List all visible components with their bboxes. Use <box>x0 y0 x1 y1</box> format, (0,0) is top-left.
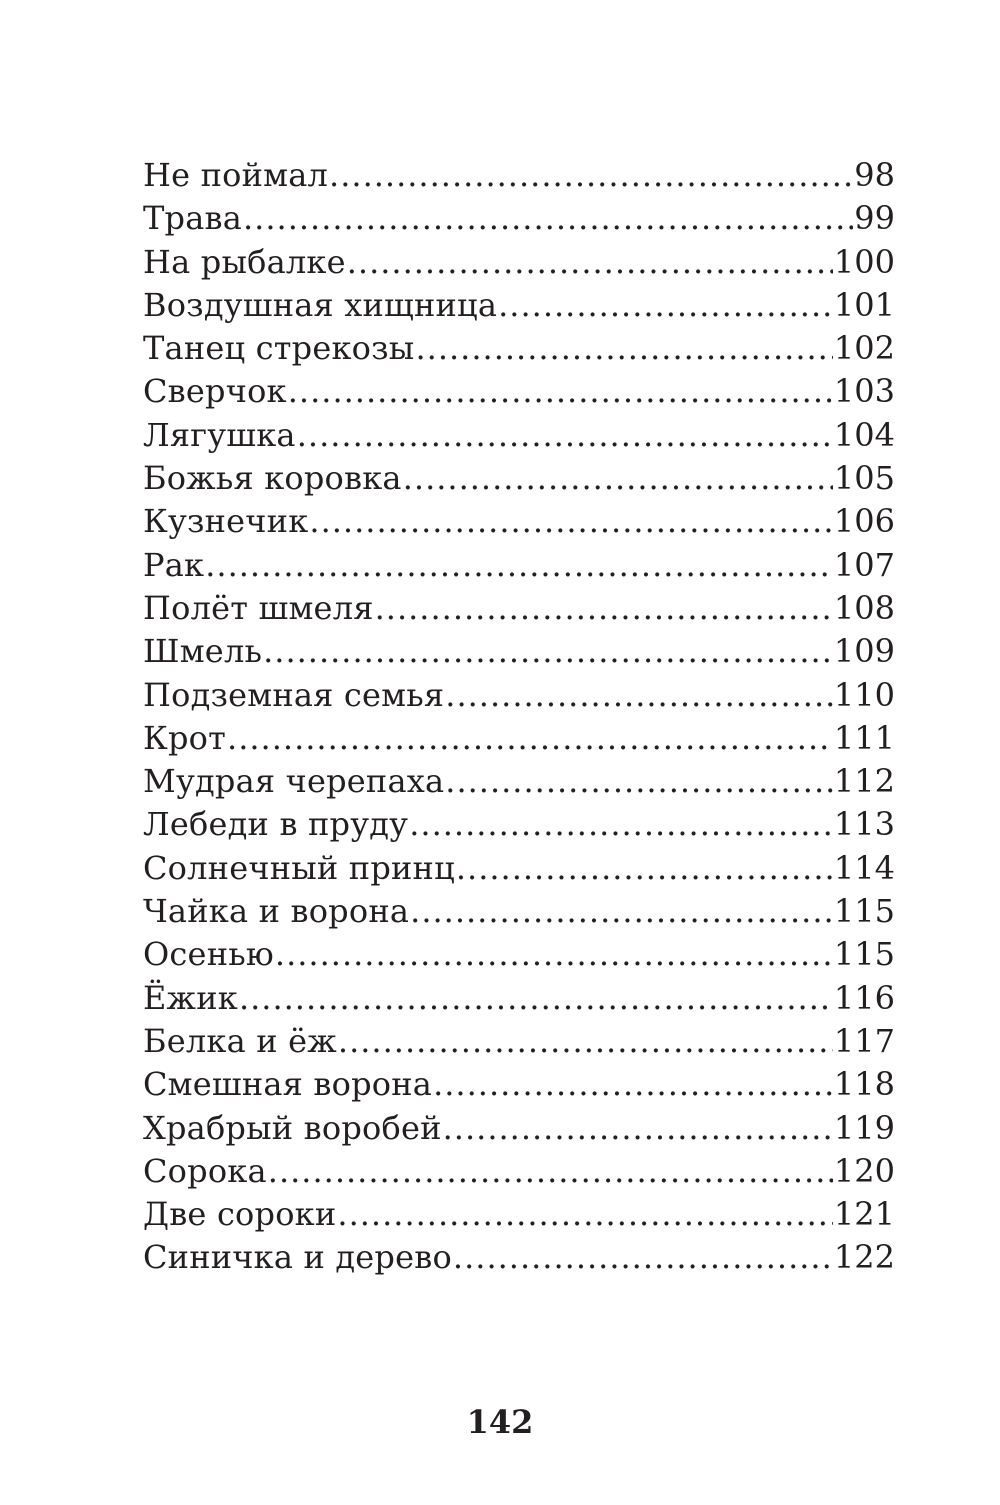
toc-entry-page: 115 <box>833 935 895 974</box>
toc-dot-leader <box>227 717 833 760</box>
toc-entry-title: Кузнечик <box>143 502 309 541</box>
toc-entry-page: 101 <box>833 285 895 324</box>
toc-dot-leader <box>263 630 833 673</box>
toc-entry-page: 113 <box>833 805 895 844</box>
toc-entry <box>143 890 895 933</box>
table-of-contents <box>143 154 895 1280</box>
toc-entry-page: 118 <box>833 1065 895 1104</box>
toc-entry-title: На рыбалке <box>143 242 346 281</box>
toc-entry-title: Осенью <box>143 935 274 974</box>
toc-dot-leader <box>297 414 833 457</box>
toc-entry-title: Воздушная хищница <box>143 285 498 324</box>
toc-entry-title: Лебеди в пруду <box>143 805 409 844</box>
toc-entry-page: 99 <box>854 199 895 238</box>
toc-entry-title: Полёт шмеля <box>143 588 374 627</box>
toc-entry <box>143 370 895 413</box>
toc-entry-title: Сорока <box>143 1151 267 1190</box>
toc-entry <box>143 1020 895 1063</box>
toc-entry-page: 104 <box>833 415 895 454</box>
toc-entry <box>143 457 895 500</box>
toc-dot-leader <box>337 1193 833 1236</box>
toc-entry <box>143 977 895 1020</box>
toc-dot-leader <box>445 760 833 803</box>
toc-dot-leader <box>433 1063 833 1106</box>
toc-entry-title: Рак <box>143 545 205 584</box>
toc-entry <box>143 803 895 846</box>
toc-dot-leader <box>243 197 853 240</box>
toc-entry <box>143 717 895 760</box>
toc-entry <box>143 760 895 803</box>
toc-entry-title: Трава <box>143 199 242 238</box>
toc-entry <box>143 1150 895 1193</box>
toc-entry <box>143 197 895 240</box>
toc-entry-page: 114 <box>833 848 895 887</box>
toc-entry-page: 100 <box>833 242 895 281</box>
toc-dot-leader <box>415 327 832 370</box>
toc-entry <box>143 284 895 327</box>
toc-entry-page: 106 <box>833 502 895 541</box>
toc-entry-title: Мудрая черепаха <box>143 762 445 801</box>
toc-entry <box>143 154 895 197</box>
toc-entry <box>143 1236 895 1279</box>
toc-entry-title: Храбрый воробей <box>143 1108 442 1147</box>
toc-entry-page: 122 <box>833 1238 895 1277</box>
toc-entry <box>143 847 895 890</box>
toc-entry-title: Ёжик <box>143 978 238 1017</box>
toc-dot-leader <box>239 977 833 1020</box>
toc-dot-leader <box>338 1020 833 1063</box>
toc-entry-title: Чайка и ворона <box>143 892 410 931</box>
page-number: 142 <box>466 1403 534 1441</box>
toc-entry <box>143 241 895 284</box>
toc-entry <box>143 500 895 543</box>
toc-entry <box>143 414 895 457</box>
toc-entry-title: Шмель <box>143 632 263 671</box>
toc-dot-leader <box>409 803 833 846</box>
toc-entry-title: Белка и ёж <box>143 1021 337 1060</box>
toc-entry-title: Танец стрекозы <box>143 329 415 368</box>
toc-entry-title: Солнечный принц <box>143 848 455 887</box>
toc-entry-title: Сверчок <box>143 372 287 411</box>
toc-dot-leader <box>329 154 853 197</box>
toc-entry <box>143 630 895 673</box>
toc-dot-leader <box>498 284 833 327</box>
toc-entry-page: 115 <box>833 892 895 931</box>
toc-entry-page: 112 <box>833 762 895 801</box>
toc-entry-title: Две сороки <box>143 1195 337 1234</box>
toc-entry-title: Подземная семья <box>143 675 445 714</box>
toc-entry <box>143 1063 895 1106</box>
toc-dot-leader <box>268 1150 833 1193</box>
toc-entry-page: 98 <box>854 156 895 194</box>
toc-entry-page: 105 <box>833 459 895 498</box>
toc-entry-page: 107 <box>833 545 895 584</box>
toc-entry <box>143 327 895 370</box>
toc-entry <box>143 544 895 587</box>
toc-entry-page: 119 <box>833 1108 895 1147</box>
toc-entry-page: 103 <box>833 372 895 411</box>
toc-dot-leader <box>375 587 833 630</box>
toc-dot-leader <box>205 544 833 587</box>
toc-entry-title: Крот <box>143 718 227 757</box>
toc-entry-page: 110 <box>833 675 895 714</box>
toc-entry-page: 116 <box>833 978 895 1017</box>
toc-entry <box>143 933 895 976</box>
toc-entry-page: 108 <box>833 588 895 627</box>
toc-dot-leader <box>309 500 833 543</box>
toc-entry-title: Синичка и дерево <box>143 1238 452 1277</box>
toc-dot-leader <box>456 847 833 890</box>
toc-entry-page: 120 <box>833 1151 895 1190</box>
toc-dot-leader <box>347 241 833 284</box>
toc-entry-page: 109 <box>833 632 895 671</box>
toc-entry <box>143 1107 895 1150</box>
toc-dot-leader <box>275 933 833 976</box>
toc-entry-title: Лягушка <box>143 415 296 454</box>
toc-entry-title: Смешная ворона <box>143 1065 433 1104</box>
toc-dot-leader <box>403 457 833 500</box>
toc-entry-page: 121 <box>833 1195 895 1234</box>
toc-entry <box>143 1193 895 1236</box>
toc-dot-leader <box>410 890 833 933</box>
toc-entry <box>143 587 895 630</box>
toc-entry-title: Не поймал <box>143 156 329 194</box>
toc-entry <box>143 674 895 717</box>
toc-entry-page: 111 <box>833 718 895 757</box>
toc-entry-page: 102 <box>833 329 895 368</box>
toc-entry-title: Божья коровка <box>143 459 402 498</box>
toc-dot-leader <box>288 370 833 413</box>
toc-entry-page: 117 <box>833 1021 895 1060</box>
toc-dot-leader <box>453 1236 833 1279</box>
toc-dot-leader <box>445 674 833 717</box>
toc-dot-leader <box>443 1107 833 1150</box>
